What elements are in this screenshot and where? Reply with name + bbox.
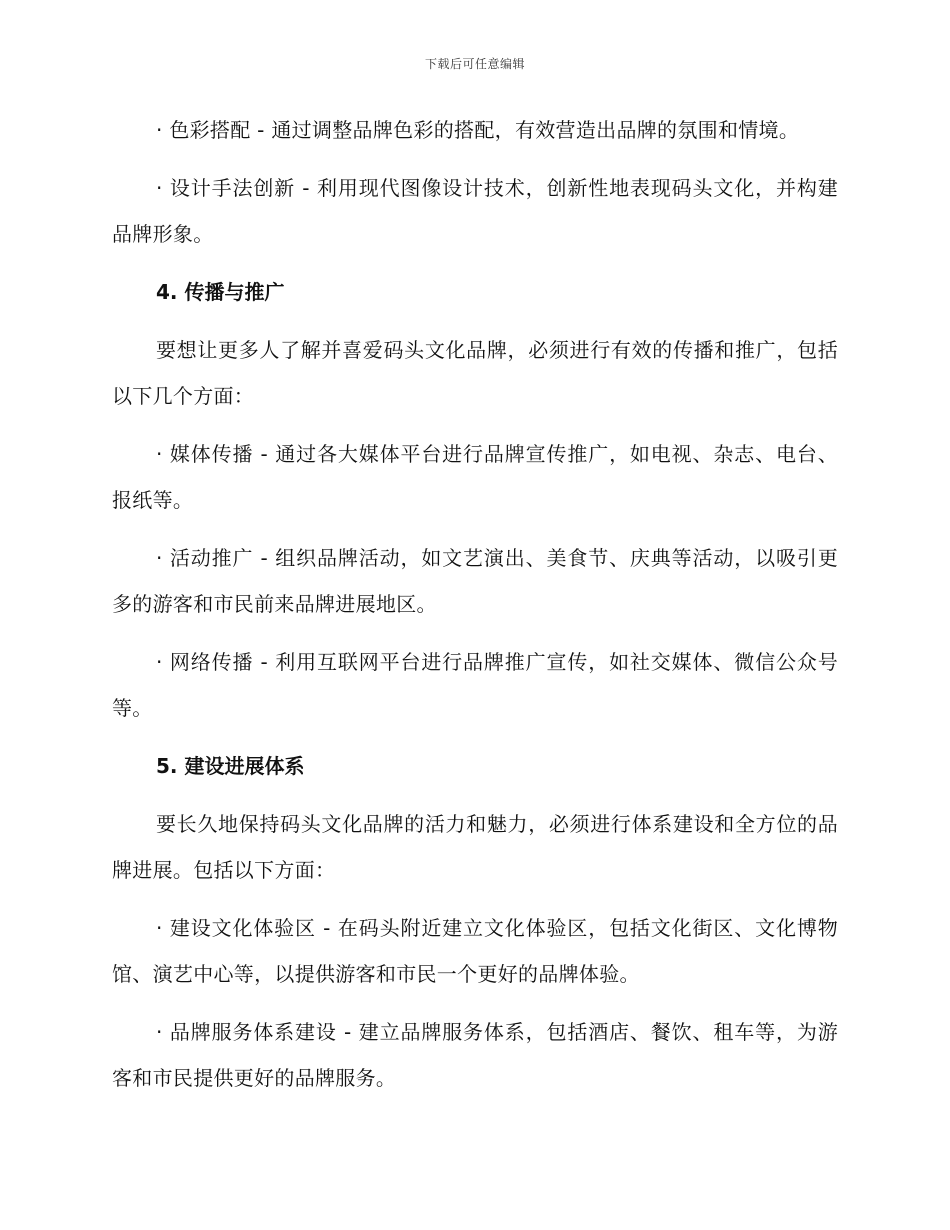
bullet-color-matching: · 色彩搭配 - 通过调整品牌色彩的搭配，有效营造出品牌的氛围和情境。 xyxy=(156,118,800,142)
section-heading-4: 4. 传播与推广 xyxy=(156,280,285,304)
bullet-event-promotion: · 活动推广 - 组织品牌活动，如文艺演出、美食节、庆典等活动，以吸引更多的游客和市民前来品牌进展地区。 xyxy=(112,546,838,616)
document-body xyxy=(112,107,838,1113)
section-4-intro: 要想让更多人了解并喜爱码头文化品牌，必须进行有效的传播和推广，包括以下几个方面： xyxy=(112,338,838,408)
bullet-service-system: · 品牌服务体系建设 - 建立品牌服务体系，包括酒店、餐饮、租车等，为游客和市民提供更好的品牌服务。 xyxy=(112,1020,838,1090)
bullet-design-innovation: · 设计手法创新 - 利用现代图像设计技术，创新性地表现码头文化，并构建品牌形象。 xyxy=(112,176,838,246)
header-note: 下载后可任意编辑 xyxy=(424,57,525,71)
section-heading-5: 5. 建设进展体系 xyxy=(156,754,305,778)
section-5-intro: 要长久地保持码头文化品牌的活力和魅力，必须进行体系建设和全方位的品牌进展。包括以下方面： xyxy=(112,812,838,882)
bullet-online-spread: · 网络传播 - 利用互联网平台进行品牌推广宣传，如社交媒体、微信公众号等。 xyxy=(112,650,838,720)
bullet-culture-zone: · 建设文化体验区 - 在码头附近建立文化体验区，包括文化街区、文化博物馆、演艺中心等，以提供游客和市民一个更好的品牌体验。 xyxy=(112,916,838,986)
bullet-media-spread: · 媒体传播 - 通过各大媒体平台进行品牌宣传推广，如电视、杂志、电台、报纸等。 xyxy=(112,442,838,512)
